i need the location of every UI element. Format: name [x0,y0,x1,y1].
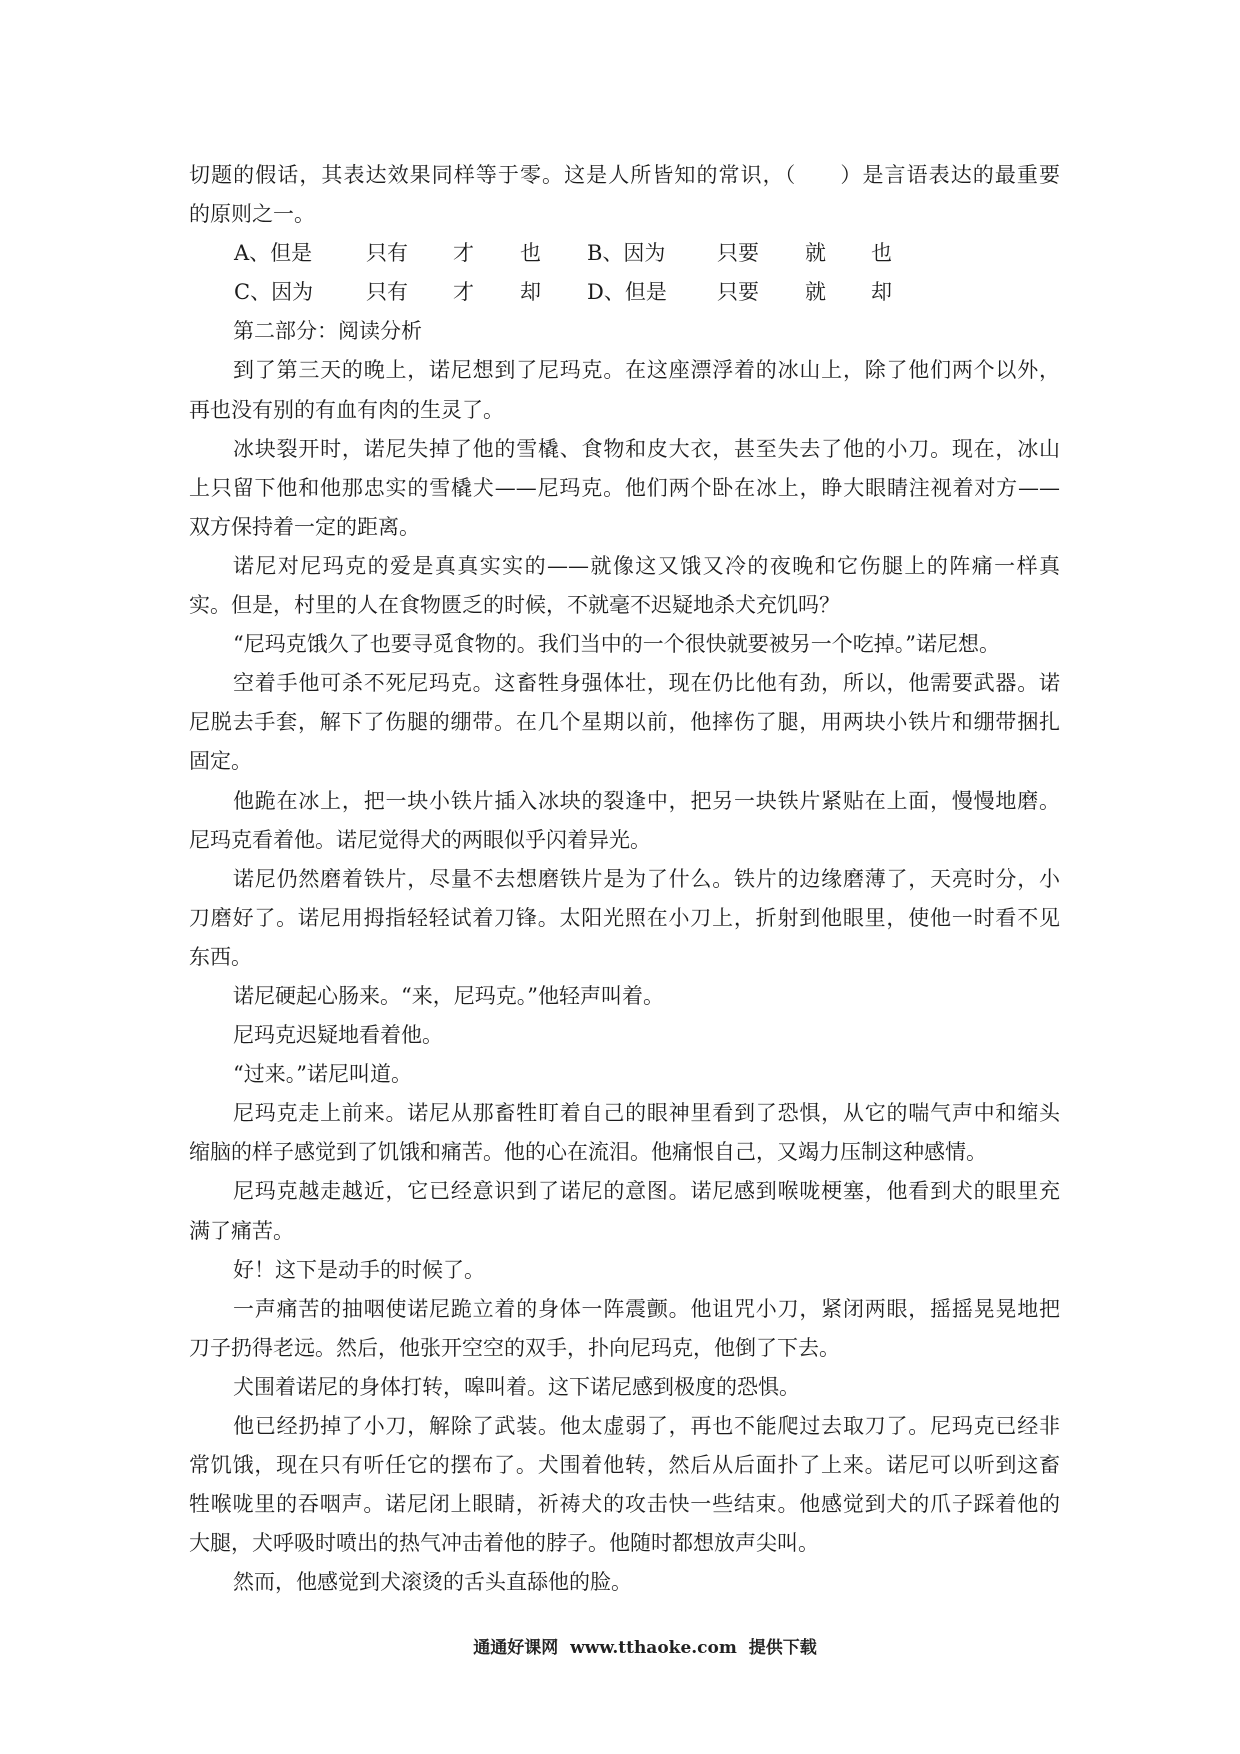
option-c-word: 却 [520,280,541,305]
paragraph [189,1172,1060,1250]
paragraph-line: 诺尼硬起心肠来。“来，尼玛克。”他轻声叫着。 [233,983,664,1008]
paragraph-line: 实。但是，村里的人在食物匮乏的时候，不就毫不迟疑地杀犬充饥吗？ [189,593,840,618]
paragraph-line: 缩脑的样子感觉到了饥饿和痛苦。他的心在流泪。他痛恨自己，又竭力压制这种感情。 [189,1140,987,1165]
section-title: 第二部分：阅读分析 [233,319,422,344]
paragraph-line: 好！这下是动手的时候了。 [233,1257,485,1282]
paragraph-line: 尼玛克走上前来。诺尼从那畜牲盯着自己的眼神里看到了恐惧，从它的喘气声中和缩头 [233,1101,1060,1126]
paragraph-line: 大腿，犬呼吸时喷出的热气冲击着他的脖子。他随时都想放声尖叫。 [189,1531,819,1556]
paragraph [189,664,1060,781]
paragraph [189,1251,1060,1290]
option-row-ab [189,234,1060,273]
option-a-word: 才 [453,241,474,266]
option-row-cd [189,273,1060,312]
question-stem [189,156,1060,234]
option-a-word: 也 [520,241,541,266]
option-a-word: 只有 [366,241,408,266]
paragraph-line: 他跪在冰上，把一块小铁片插入冰块的裂逢中，把另一块铁片紧贴在上面，慢慢地磨。 [233,788,1060,813]
paragraph-line: 刀子扔得老远。然后，他张开空空的双手，扑向尼玛克，他倒了下去。 [189,1335,840,1360]
paragraph-line: 东西。 [189,944,252,969]
paragraph [189,547,1060,625]
paragraph-line: 空着手他可杀不死尼玛克。这畜牲身强体壮，现在仍比他有劲，所以，他需要武器。诺 [233,671,1060,696]
option-c-label: C、因为 [234,280,314,305]
paragraph-line: 诺尼仍然磨着铁片，尽量不去想磨铁片是为了什么。铁片的边缘磨薄了，天亮时分，小 [233,866,1060,891]
paragraph-line: 双方保持着一定的距离。 [189,514,420,539]
paragraph [189,351,1060,429]
paragraph-line: 刀磨好了。诺尼用拇指轻轻试着刀锋。太阳光照在小刀上，折射到他眼里，使他一时看不见 [189,905,1060,930]
option-b-label: B、因为 [587,241,666,266]
paragraph [189,977,1060,1016]
paragraph-line: 犬围着诺尼的身体打转，嗥叫着。这下诺尼感到极度的恐惧。 [233,1374,800,1399]
paragraph-line: 再也没有别的有血有肉的生灵了。 [189,397,504,422]
option-c-word: 只有 [366,280,408,305]
paragraph-line: “过来。”诺尼叫道。 [233,1062,412,1087]
option-b-word: 只要 [717,241,759,266]
option-d-label: D、但是 [587,280,667,305]
paragraph-line: 冰块裂开时，诺尼失掉了他的雪橇、食物和皮大衣，甚至失去了他的小刀。现在，冰山 [233,436,1060,461]
paragraph [189,1368,1060,1407]
option-d-word: 就 [805,280,826,305]
paragraph [189,1016,1060,1055]
paragraph-line: 满了痛苦。 [189,1218,294,1243]
reading-passage [189,351,1060,1602]
paragraph [189,1055,1060,1094]
paragraph-line: 尼脱去手套，解下了伤腿的绷带。在几个星期以前，他摔伤了腿，用两块小铁片和绷带捆扎 [189,710,1060,735]
paragraph [189,1407,1060,1563]
answer-options [189,234,1060,312]
paragraph [189,782,1060,860]
paragraph-line: 尼玛克迟疑地看着他。 [233,1023,443,1048]
paragraph-line: 固定。 [189,749,252,774]
paragraph-line: 到了第三天的晚上，诺尼想到了尼玛克。在这座漂浮着的冰山上，除了他们两个以外， [233,358,1060,383]
question-line: 的原则之一。 [189,202,315,227]
option-a-label: A、但是 [234,241,313,266]
option-d-word: 却 [871,280,892,305]
paragraph-line: 诺尼对尼玛克的爱是真真实实的——就像这又饿又冷的夜晚和它伤腿上的阵痛一样真 [233,553,1060,578]
paragraph [189,430,1060,547]
paragraph-line: 他已经扔掉了小刀，解除了武装。他太虚弱了，再也不能爬过去取刀了。尼玛克已经非 [233,1414,1060,1438]
paragraph-line: “尼玛克饿久了也要寻觅食物的。我们当中的一个很快就要被另一个吃掉。”诺尼想。 [233,632,1000,657]
option-b-word: 就 [805,241,826,266]
paragraph [189,860,1060,977]
paragraph [189,1563,1060,1602]
paragraph-line: 尼玛克看着他。诺尼觉得犬的两眼似乎闪着异光。 [189,827,651,852]
paragraph-line: 牲喉咙里的吞咽声。诺尼闭上眼睛，祈祷犬的攻击快一些结束。他感觉到犬的爪子踩着他的 [189,1492,1060,1517]
option-b-word: 也 [871,241,892,266]
paragraph [189,625,1060,664]
option-d-word: 只要 [717,280,759,305]
page-footer: 通通好课网 www.tthaoke.com 提供下载 [473,1638,817,1658]
paragraph-line: 一声痛苦的抽咽使诺尼跪立着的身体一阵震颤。他诅咒小刀，紧闭两眼，摇摇晃晃地把 [233,1296,1060,1321]
option-c-word: 才 [453,280,474,305]
document-body [189,156,1060,1602]
paragraph [189,1290,1060,1368]
paragraph-line: 尼玛克越走越近，它已经意识到了诺尼的意图。诺尼感到喉咙梗塞，他看到犬的眼里充 [233,1179,1060,1204]
paragraph-line: 上只留下他和他那忠实的雪橇犬——尼玛克。他们两个卧在冰上，睁大眼睛注视着对方—— [189,475,1060,500]
paragraph-line: 然而，他感觉到犬滚烫的舌头直舔他的脸。 [233,1570,632,1595]
question-line: 切题的假话，其表达效果同样等于零。这是人所皆知的常识，（ ）是言语表达的最重要 [189,163,1060,187]
paragraph [189,1094,1060,1172]
paragraph-line: 常饥饿，现在只有听任它的摆布了。犬围着他转，然后从后面扑了上来。诺尼可以听到这畜 [189,1453,1060,1478]
